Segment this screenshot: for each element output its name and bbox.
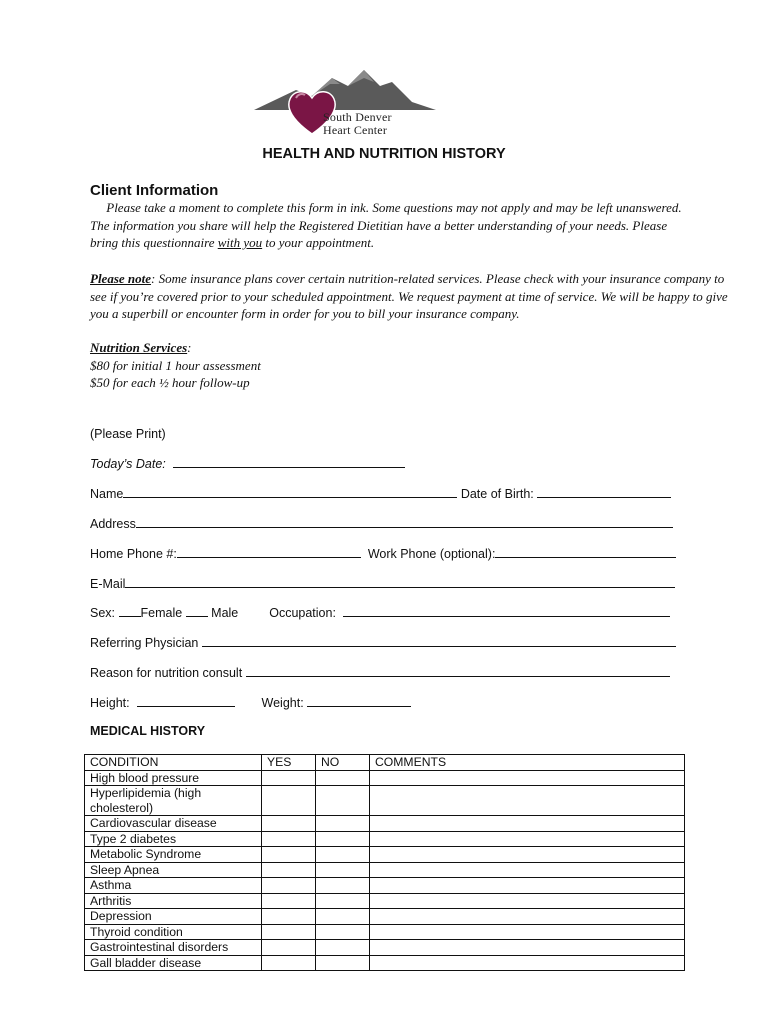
service-initial: $80 for initial 1 hour assessment xyxy=(90,357,261,373)
comments-cell[interactable] xyxy=(370,847,685,863)
todays-date-label: Today’s Date: xyxy=(90,457,166,471)
insurance-note-paragraph xyxy=(90,270,730,323)
occupation-label: Occupation: xyxy=(269,606,336,620)
weight-label: Weight: xyxy=(261,696,304,710)
col-no: NO xyxy=(316,755,370,771)
page-title: HEALTH AND NUTRITION HISTORY xyxy=(262,146,506,162)
yes-cell[interactable] xyxy=(262,955,316,971)
yes-cell[interactable] xyxy=(262,831,316,847)
occupation-field[interactable] xyxy=(343,605,670,617)
note-text: : Some insurance plans cover certain nutrition-related services. Please check with your insurance company to see if you’re covered prior to your scheduled appointment. We request payment at time of service. We will be happy to give you a superbill or encounter form in order for you to bill your insurance company. xyxy=(90,271,728,321)
condition-cell: High blood pressure xyxy=(85,770,262,786)
table-row xyxy=(85,786,685,816)
reason-label: Reason for nutrition consult xyxy=(90,666,243,680)
condition-cell: Metabolic Syndrome xyxy=(85,847,262,863)
intro-with-you: with you xyxy=(217,235,263,250)
name-row xyxy=(90,486,671,501)
condition-cell: Gall bladder disease xyxy=(85,955,262,971)
work-phone-label: Work Phone (optional): xyxy=(367,547,496,561)
address-label: Address xyxy=(90,517,136,531)
intro-text-2: to your appointment. xyxy=(262,235,375,250)
medical-history-rows xyxy=(85,770,685,971)
table-row xyxy=(85,862,685,878)
medical-history-heading: MEDICAL HISTORY xyxy=(90,724,206,738)
comments-cell[interactable] xyxy=(370,893,685,909)
todays-date-field[interactable] xyxy=(173,456,405,468)
nutrition-services xyxy=(90,339,490,392)
condition-cell: Gastrointestinal disorders xyxy=(85,940,262,956)
yes-cell[interactable] xyxy=(262,770,316,786)
yes-cell[interactable] xyxy=(262,847,316,863)
no-cell[interactable] xyxy=(316,831,370,847)
referring-row xyxy=(90,635,676,650)
table-row xyxy=(85,816,685,832)
logo-wordmark xyxy=(323,111,392,137)
address-row xyxy=(90,516,673,531)
todays-date-row xyxy=(90,456,405,471)
logo-line-1: South Denver xyxy=(323,110,392,124)
table-row xyxy=(85,955,685,971)
logo-line-2: Heart Center xyxy=(323,123,388,137)
comments-cell[interactable] xyxy=(370,862,685,878)
yes-cell[interactable] xyxy=(262,862,316,878)
table-header-row xyxy=(85,755,685,771)
reason-field[interactable] xyxy=(246,665,670,677)
table-row xyxy=(85,878,685,894)
services-colon: : xyxy=(187,340,192,355)
condition-cell: Cardiovascular disease xyxy=(85,816,262,832)
reason-row xyxy=(90,665,670,680)
no-cell[interactable] xyxy=(316,816,370,832)
condition-cell: Arthritis xyxy=(85,893,262,909)
table-row xyxy=(85,909,685,925)
note-label: Please note xyxy=(90,271,152,286)
no-cell[interactable] xyxy=(316,909,370,925)
comments-cell[interactable] xyxy=(370,831,685,847)
height-weight-row xyxy=(90,695,411,710)
comments-cell[interactable] xyxy=(370,878,685,894)
male-label: Male xyxy=(211,606,239,620)
no-cell[interactable] xyxy=(316,924,370,940)
height-field[interactable] xyxy=(137,695,235,707)
table-row xyxy=(85,893,685,909)
no-cell[interactable] xyxy=(316,955,370,971)
referring-physician-field[interactable] xyxy=(202,635,676,647)
comments-cell[interactable] xyxy=(370,940,685,956)
name-label: Name xyxy=(90,487,124,501)
work-phone-field[interactable] xyxy=(495,546,676,558)
no-cell[interactable] xyxy=(316,878,370,894)
comments-cell[interactable] xyxy=(370,770,685,786)
yes-cell[interactable] xyxy=(262,878,316,894)
comments-cell[interactable] xyxy=(370,816,685,832)
email-field[interactable] xyxy=(125,576,675,588)
table-row xyxy=(85,770,685,786)
intro-paragraph xyxy=(90,199,690,252)
yes-cell[interactable] xyxy=(262,786,316,816)
yes-cell[interactable] xyxy=(262,893,316,909)
please-print: (Please Print) xyxy=(90,427,166,441)
yes-cell[interactable] xyxy=(262,940,316,956)
sex-occupation-row xyxy=(90,605,670,620)
services-label: Nutrition Services xyxy=(90,340,188,355)
female-checkbox[interactable] xyxy=(119,605,141,617)
condition-cell: Thyroid condition xyxy=(85,924,262,940)
dob-label: Date of Birth: xyxy=(460,487,534,501)
dob-field[interactable] xyxy=(537,486,671,498)
male-checkbox[interactable] xyxy=(186,605,208,617)
intro-text-1: Please take a moment to complete this form in ink. Some questions may not apply and may be left unanswered. The information you share will help the Registered Dietitian have a better understanding of your needs. Please bring this questionnaire xyxy=(90,200,682,250)
comments-cell[interactable] xyxy=(370,909,685,925)
table-row xyxy=(85,847,685,863)
email-label: E-Mail xyxy=(90,577,126,591)
female-label: Female xyxy=(140,606,183,620)
condition-cell: Asthma xyxy=(85,878,262,894)
medical-history-table xyxy=(84,754,685,971)
client-info-heading: Client Information xyxy=(90,182,219,199)
address-field[interactable] xyxy=(136,516,673,528)
phone-row xyxy=(90,546,676,561)
table-row xyxy=(85,831,685,847)
name-field[interactable] xyxy=(123,486,457,498)
col-yes: YES xyxy=(262,755,316,771)
referring-physician-label: Referring Physician xyxy=(90,636,199,650)
no-cell[interactable] xyxy=(316,940,370,956)
no-cell[interactable] xyxy=(316,893,370,909)
condition-cell: Sleep Apnea xyxy=(85,862,262,878)
condition-cell: Hyperlipidemia (high cholesterol) xyxy=(85,786,262,816)
table-row xyxy=(85,940,685,956)
no-cell[interactable] xyxy=(316,862,370,878)
condition-cell: Type 2 diabetes xyxy=(85,831,262,847)
sex-label: Sex: xyxy=(90,606,116,620)
comments-cell[interactable] xyxy=(370,955,685,971)
mountain-range xyxy=(254,70,436,110)
condition-cell: Depression xyxy=(85,909,262,925)
comments-cell[interactable] xyxy=(370,924,685,940)
comments-cell[interactable] xyxy=(370,786,685,816)
height-label: Height: xyxy=(90,696,130,710)
weight-field[interactable] xyxy=(307,695,411,707)
no-cell[interactable] xyxy=(316,847,370,863)
no-cell[interactable] xyxy=(316,786,370,816)
no-cell[interactable] xyxy=(316,770,370,786)
service-follow-up: $50 for each ½ hour follow-up xyxy=(90,375,250,390)
col-condition: CONDITION xyxy=(85,755,262,771)
home-phone-field[interactable] xyxy=(177,546,361,558)
yes-cell[interactable] xyxy=(262,816,316,832)
email-row xyxy=(90,576,675,591)
yes-cell[interactable] xyxy=(262,924,316,940)
col-comments: COMMENTS xyxy=(370,755,685,771)
home-phone-label: Home Phone #: xyxy=(90,547,177,561)
table-row xyxy=(85,924,685,940)
yes-cell[interactable] xyxy=(262,909,316,925)
